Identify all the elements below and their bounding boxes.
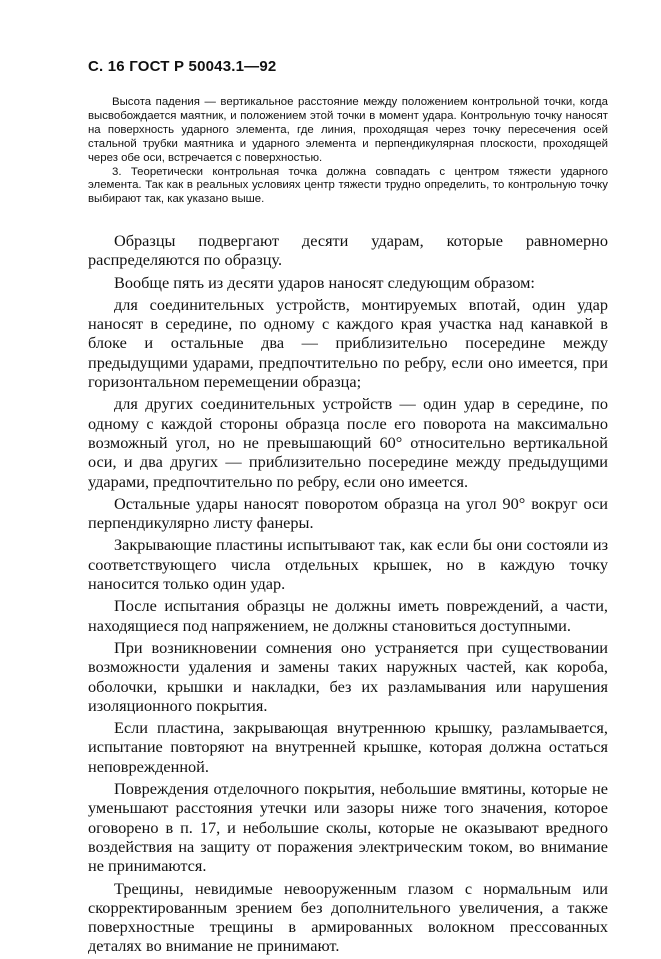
paragraph: для других соединительных устройств — один удар в середине, по одному с каждой стороны образца после его поворота на максимально возможный угол, но не превышающий 60° относительно вертикальной оси, и два других — приблизительно посередине между предыдущими ударами, предпочтительно по ребру, если оно имеется. bbox=[88, 394, 608, 491]
paragraph: Закрывающие пластины испытывают так, как если бы они состояли из соответствующего числа отдельных крышек, но в каждую точку наносится только один удар. bbox=[88, 535, 608, 594]
paragraph: Остальные удары наносят поворотом образца на угол 90° вокруг оси перпендикулярно листу фанеры. bbox=[88, 493, 608, 533]
paragraph: При возникновении сомнения оно устраняется при существовании возможности удаления и замены таких наружных частей, как короба, оболочки, крышки и накладки, без их разламывания или нарушения изоляционного покрытия. bbox=[88, 637, 608, 715]
notes-block bbox=[88, 96, 608, 207]
paragraph: Повреждения отделочного покрытия, небольшие вмятины, которые не уменьшают расстояния утечки или зазоры ниже того значения, которое оговорено в п. 17, и небольшие сколы, которые не оказывают вредного воздействия на защиту от поражения электрическим током, во внимание не принимаются. bbox=[88, 779, 608, 876]
paragraph: Если пластина, закрывающая внутреннюю крышку, разламывается, испытание повторяют на внутренней крышке, которая должна остаться неповрежденной. bbox=[88, 718, 608, 776]
paragraph: Трещины, невидимые невооруженным глазом с нормальным или скорректированным зрением без дополнительного увеличения, а также поверхностные трещины в армированных волокном прессованных деталях во внимание не принимают. bbox=[88, 878, 608, 956]
paragraph: Вообще пять из десяти ударов наносят следующим образом: bbox=[114, 272, 535, 292]
paragraph: Образцы подвергают десяти ударам, которые равномерно распределяются по образцу. bbox=[88, 231, 608, 270]
main-text bbox=[88, 231, 608, 959]
paragraph: для соединительных устройств, монтируемых впотай, один удар наносят в середине, по одному с каждого края участка над канавкой в блоке и остальные два — приблизительно посередине между предыдущими ударами, предпочтительно по ребру, если оно имеется, при горизонтальном перемещении образца; bbox=[88, 294, 608, 392]
paragraph: После испытания образцы не должны иметь повреждений, а части, находящиеся под напряжением, не должны становиться доступными. bbox=[88, 596, 608, 635]
page-header: С. 16 ГОСТ Р 50043.1—92 bbox=[88, 58, 277, 75]
note-paragraph: Высота падения — вертикальное расстояние между положением контрольной точки, когда высвобождается маятник, и положением этой точки в момент удара. Контрольную точку наносят на поверхность ударного элемента, где линия, проходящая через точку пересечения осей стальной трубки маятника и ударного элемента и перпендикулярная плоскости, проходящей через обе оси, встречается с поверхностью. bbox=[88, 96, 608, 164]
note-paragraph: 3. Теоретически контрольная точка должна совпадать с центром тяжести ударного элемента. Так как в реальных условиях центр тяжести трудно определить, то контрольную точку выбирают так, как указано выше. bbox=[88, 165, 608, 206]
